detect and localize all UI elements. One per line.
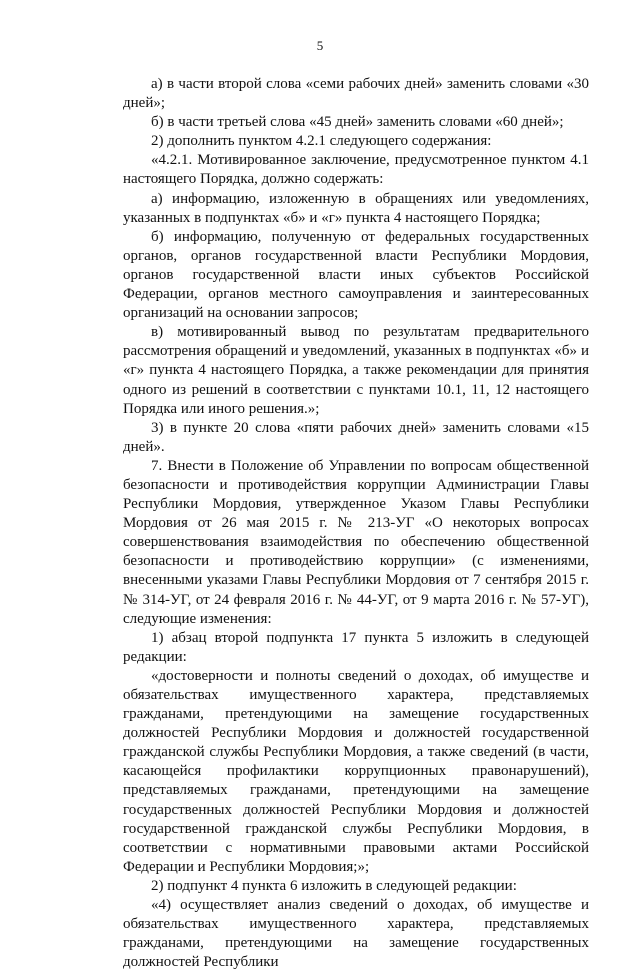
paragraph-item-2: 2) дополнить пунктом 4.2.1 следующего содержания:	[151, 133, 492, 150]
paragraph-section-7: 7. Внести в Положение об Управлении по вопросам общественной безопасности и противодействия коррупции Администрации Главы Республики Мордовия, утвержденное Указом Главы Республики Мордовия от 26 мая 2015 г. № 213-УГ «О некоторых вопросах совершенствования взаимодействия по обеспечению общественной безопасности и противодействию коррупции» (с изменениями, внесенными указами Главы Республики Мордовия от 7 сентября 2015 г. № 314-УГ, от 24 февраля 2016 г. № 44-УГ, от 9 марта 2016 г. № 57-УГ), следующие изменения:	[123, 457, 589, 627]
paragraph-change-1: 1) абзац второй подпункта 17 пункта 5 изложить в следующей редакции:	[123, 629, 589, 665]
paragraph-change-2: 2) подпункт 4 пункта 6 изложить в следующей редакции:	[151, 877, 517, 894]
paragraph-subitem-b: б) информацию, полученную от федеральных государственных органов, органов государственной власти Республики Мордовия, органов государственной власти иных субъектов Российской Федерации, органов местного самоуправления и заинтересованных организаций на основании запросов;	[123, 228, 589, 322]
document-body	[123, 75, 589, 972]
page-number: 5	[316, 38, 324, 53]
paragraph-amend-a: а) в части второй слова «семи рабочих дней» заменить словами «30 дней»;	[123, 76, 589, 112]
paragraph-4-2-1: «4.2.1. Мотивированное заключение, предусмотренное пунктом 4.1 настоящего Порядка, должно содержать:	[123, 152, 589, 188]
paragraph-subitem-a: а) информацию, изложенную в обращениях или уведомлениях, указанных в подпунктах «б» и «г» пункта 4 настоящего Порядка;	[123, 190, 589, 226]
paragraph-item-3: 3) в пункте 20 слова «пяти рабочих дней» заменить словами «15 дней».	[123, 419, 589, 455]
paragraph-quote-accuracy: «достоверности и полноты сведений о доходах, об имуществе и обязательствах имущественного характера, представляемых гражданами, претендующими на замещение государственных должностей Республики Мордовия и должностей государственной гражданской службы Республики Мордовия, а также сведений (в части, касающейся профилактики коррупционных правонарушений), представляемых гражданами, претендующими на замещение государственных должностей Республики Мордовия и должностей государственной гражданской службы Республики Мордовия, в соответствии с нормативными правовыми актами Российской Федерации и Республики Мордовия;»;	[123, 667, 589, 875]
paragraph-amend-b: б) в части третьей слова «45 дней» заменить словами «60 дней»;	[151, 114, 564, 131]
paragraph-quote-4: «4) осуществляет анализ сведений о доходах, об имуществе и обязательствах имущественного характера, представляемых гражданами, претендующими на замещение государственных должностей Республики	[123, 897, 589, 971]
paragraph-subitem-v: в) мотивированный вывод по результатам предварительного рассмотрения обращений и уведомлений, указанных в подпунктах «б» и «г» пункта 4 настоящего Порядка, а также рекомендации для принятия одного из решений в соответствии с пунктами 10.1, 11, 12 настоящего Порядка или иного решения.»;	[123, 324, 589, 417]
